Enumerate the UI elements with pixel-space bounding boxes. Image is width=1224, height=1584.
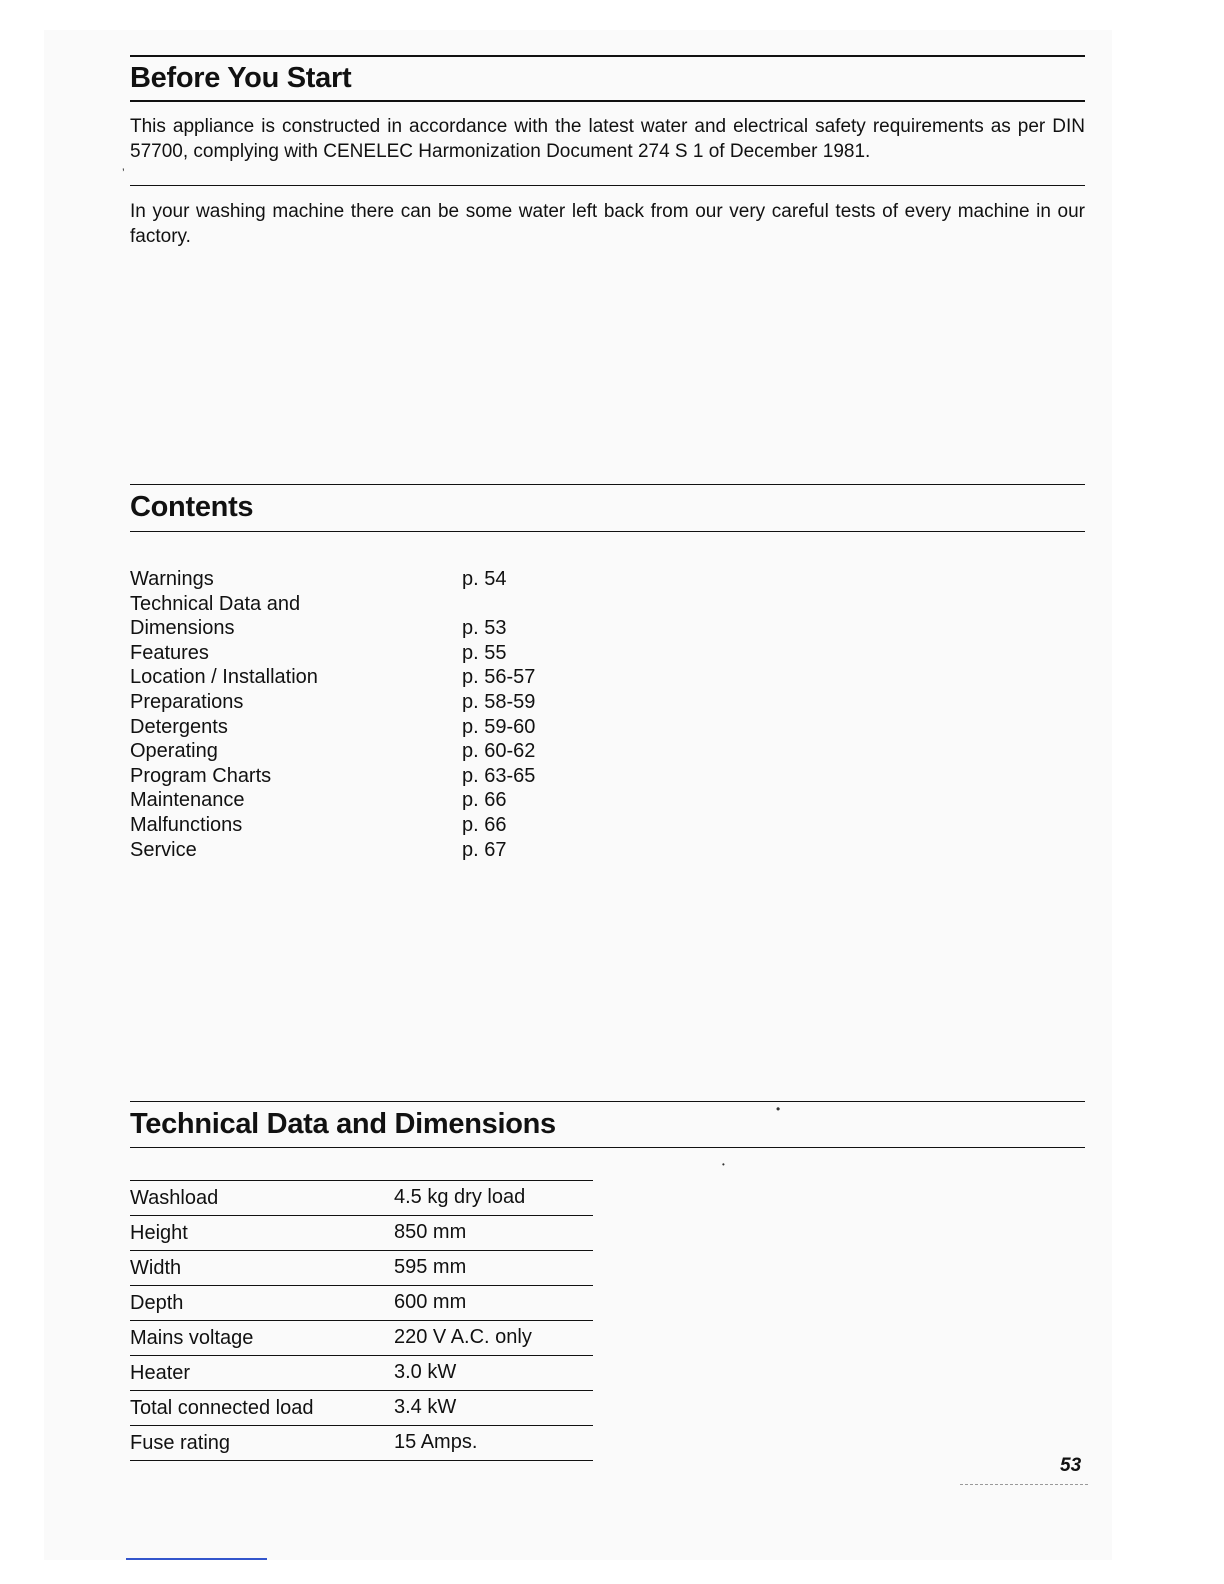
toc-label: Preparations bbox=[130, 690, 244, 713]
toc-page: p. 55 bbox=[462, 641, 507, 664]
table-row bbox=[130, 1321, 593, 1356]
spec-label: Heater bbox=[130, 1362, 191, 1384]
spec-label: Depth bbox=[130, 1292, 184, 1314]
table-row bbox=[130, 1181, 593, 1216]
stray-mark: • bbox=[722, 1160, 725, 1169]
toc-label: Service bbox=[130, 838, 197, 861]
contents-top-rule bbox=[130, 484, 1085, 485]
table-row bbox=[130, 1391, 593, 1426]
spec-value: 220 V A.C. only bbox=[394, 1326, 532, 1348]
toc-page: p. 60-62 bbox=[462, 740, 536, 763]
bottom-link-bar[interactable] bbox=[126, 1558, 267, 1560]
spec-value: 850 mm bbox=[394, 1221, 467, 1243]
spec-value: 3.4 kW bbox=[394, 1396, 457, 1418]
table-row bbox=[130, 1356, 593, 1391]
toc-label: Technical Data and bbox=[130, 592, 301, 615]
heading-contents: Contents bbox=[130, 491, 254, 523]
stray-mark: • bbox=[776, 1102, 781, 1116]
spec-label: Height bbox=[130, 1222, 188, 1244]
spec-label: Width bbox=[130, 1257, 182, 1279]
toc-page: p. 53 bbox=[462, 617, 507, 640]
spec-value: 600 mm bbox=[394, 1291, 467, 1313]
toc-label: Detergents bbox=[130, 715, 228, 738]
heading-technical-data: Technical Data and Dimensions bbox=[130, 1108, 556, 1140]
spec-value: 4.5 kg dry load bbox=[394, 1186, 526, 1208]
toc-page: p. 54 bbox=[462, 568, 507, 590]
technical-top-rule bbox=[130, 1101, 1085, 1102]
contents-underline bbox=[130, 531, 1085, 532]
toc-page: p. 67 bbox=[462, 838, 507, 861]
toc-page: p. 58-59 bbox=[462, 690, 536, 713]
heading-underline bbox=[130, 100, 1085, 102]
page-number: 53 bbox=[1060, 1455, 1082, 1476]
spec-label: Total connected load bbox=[130, 1397, 314, 1419]
toc-page: p. 66 bbox=[462, 813, 507, 836]
spec-label: Washload bbox=[130, 1187, 219, 1209]
toc-label: Operating bbox=[130, 740, 218, 763]
safety-paragraph: This appliance is constructed in accordance with the latest water and electrical safety requirements as per DIN 57700, complying with CENELEC Harmonization Document 274 S 1 of December 1981. bbox=[130, 116, 1085, 162]
toc-label: Dimensions bbox=[130, 617, 235, 640]
spec-label: Mains voltage bbox=[130, 1327, 254, 1349]
spec-value: 15 Amps. bbox=[394, 1431, 478, 1453]
toc-label: Malfunctions bbox=[130, 813, 243, 836]
table-row bbox=[130, 1251, 593, 1286]
toc-page: p. 63-65 bbox=[462, 764, 536, 787]
divider-rule bbox=[130, 185, 1085, 186]
top-rule bbox=[130, 55, 1085, 57]
technical-specs-table bbox=[130, 1180, 593, 1461]
toc-label: Maintenance bbox=[130, 789, 245, 812]
heading-before-you-start: Before You Start bbox=[130, 62, 352, 94]
spec-label: Fuse rating bbox=[130, 1432, 231, 1454]
stray-mark: ’ bbox=[122, 166, 125, 180]
water-note-paragraph: In your washing machine there can be some water left back from our very careful tests of every machine in our factory. bbox=[130, 201, 1085, 247]
footer-dashes bbox=[960, 1484, 1088, 1486]
spec-value: 3.0 kW bbox=[394, 1361, 457, 1383]
toc-label: Features bbox=[130, 641, 209, 664]
toc-page: p. 59-60 bbox=[462, 715, 536, 738]
technical-underline bbox=[130, 1147, 1085, 1148]
toc-label: Location / Installation bbox=[130, 666, 318, 689]
table-row bbox=[130, 1286, 593, 1321]
toc-page: p. 66 bbox=[462, 789, 507, 812]
table-row bbox=[130, 1426, 593, 1461]
table-row bbox=[130, 1216, 593, 1251]
toc-label: Warnings bbox=[130, 568, 214, 590]
toc-page: p. 56-57 bbox=[462, 666, 536, 689]
toc-label: Program Charts bbox=[130, 764, 272, 787]
spec-value: 595 mm bbox=[394, 1256, 467, 1278]
